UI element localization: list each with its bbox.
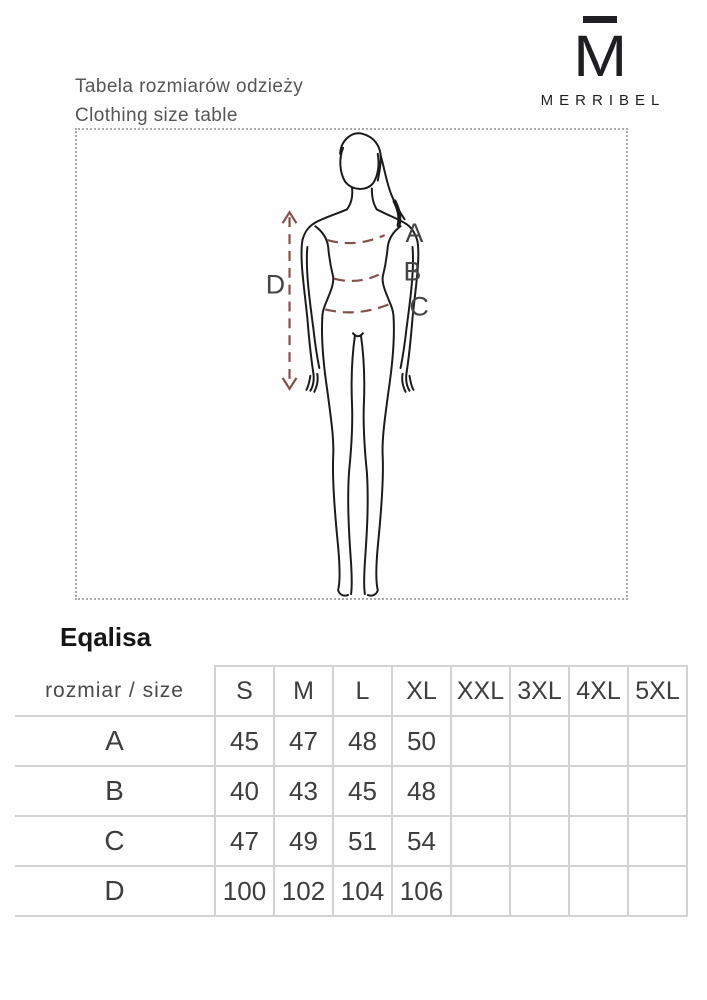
label-d: D: [265, 269, 286, 300]
table-row: [15, 816, 687, 866]
size-column-header: XXL: [451, 666, 510, 716]
brand-name: MERRIBEL: [540, 92, 666, 109]
size-value-cell: [569, 766, 628, 816]
size-value-cell: [451, 766, 510, 816]
product-name: Eqalisa: [60, 622, 152, 652]
table-row: [15, 766, 687, 816]
size-value-cell: 50: [392, 716, 451, 766]
measurement-lines: [283, 212, 391, 388]
title-polish: Tabela rozmiarów odzieży: [75, 76, 304, 97]
size-value-cell: [451, 866, 510, 916]
table-row: [15, 866, 687, 916]
size-value-cell: [510, 766, 569, 816]
size-column-header: 3XL: [510, 666, 569, 716]
label-a: A: [405, 218, 424, 249]
size-value-cell: 40: [215, 766, 274, 816]
size-value-cell: [510, 816, 569, 866]
size-value-cell: 54: [392, 816, 451, 866]
logo-overline-mark: [583, 16, 617, 23]
size-value-cell: [628, 866, 687, 916]
measurement-row-label: A: [15, 716, 215, 766]
size-value-cell: 106: [392, 866, 451, 916]
hip-line-c: [325, 304, 390, 313]
row-header-label: rozmiar / size: [15, 666, 215, 716]
waist-line-b: [334, 275, 379, 281]
size-value-cell: [510, 716, 569, 766]
figure-sketch: [77, 130, 626, 598]
size-value-cell: [451, 816, 510, 866]
size-column-header: L: [333, 666, 392, 716]
size-value-cell: 51: [333, 816, 392, 866]
size-table: [15, 665, 688, 917]
logo-monogram: M: [572, 24, 628, 89]
size-value-cell: 43: [274, 766, 333, 816]
measurement-row-label: D: [15, 866, 215, 916]
size-value-cell: 47: [215, 816, 274, 866]
size-value-cell: [510, 866, 569, 916]
size-value-cell: 47: [274, 716, 333, 766]
size-value-cell: [628, 816, 687, 866]
size-value-cell: 102: [274, 866, 333, 916]
size-column-header: S: [215, 666, 274, 716]
size-value-cell: 49: [274, 816, 333, 866]
croquis-outline: [302, 133, 419, 595]
size-value-cell: [628, 716, 687, 766]
arrow-down-icon: [283, 378, 297, 389]
measurement-row-label: C: [15, 816, 215, 866]
bust-line-a: [327, 235, 385, 243]
size-value-cell: 104: [333, 866, 392, 916]
size-column-header: 5XL: [628, 666, 687, 716]
size-value-cell: 45: [333, 766, 392, 816]
table-row: [15, 716, 687, 766]
title-english: Clothing size table: [75, 105, 238, 127]
size-value-cell: 45: [215, 716, 274, 766]
size-value-cell: [569, 866, 628, 916]
measurement-diagram-box: [75, 128, 628, 600]
size-value-cell: [451, 716, 510, 766]
size-value-cell: 48: [392, 766, 451, 816]
size-column-header: M: [274, 666, 333, 716]
brand-logo: [525, 16, 675, 109]
measurement-row-label: B: [15, 766, 215, 816]
size-value-cell: [569, 716, 628, 766]
size-column-header: XL: [392, 666, 451, 716]
page-title: [75, 72, 303, 131]
size-value-cell: 100: [215, 866, 274, 916]
size-value-cell: [569, 816, 628, 866]
size-value-cell: [628, 766, 687, 816]
size-table-header-row: [15, 666, 687, 716]
label-c: C: [409, 291, 429, 322]
label-b: B: [403, 256, 422, 287]
size-column-header: 4XL: [569, 666, 628, 716]
size-value-cell: 48: [333, 716, 392, 766]
